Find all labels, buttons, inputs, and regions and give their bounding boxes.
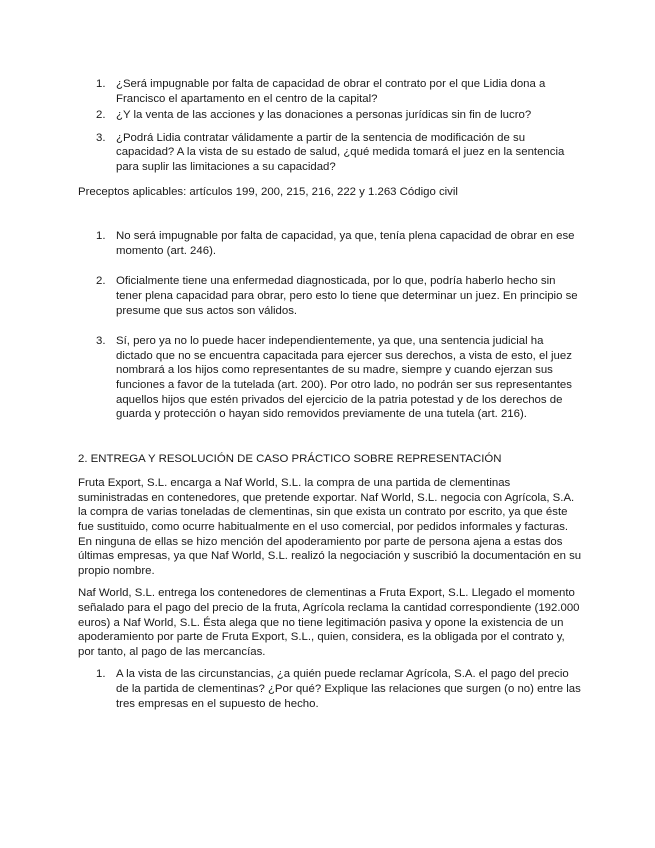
case-paragraph: Fruta Export, S.L. encarga a Naf World, S.L. la compra de una partida de clementinas suministradas en contenedores, que pretende exportar. Naf World, S.L. negocia con Agrícola, S.A. la compra de varias toneladas de clementinas, sin que exista un contrato por escrito, ya que éste fue sustituido, como ocurre habitualmente en el uso comercial, por pedidos informales y facturas. En ninguna de ellas se hizo mención del apoderamiento por parte de persona ajena a estas dos últimas empresas, ya que Naf World, S.L. realizó la negociación y suscribió la documentación en su propio nombre. — [78, 477, 582, 577]
applicable-articles: Preceptos aplicables: artículos 199, 200, 215, 216, 222 y 1.263 Código civil — [78, 185, 458, 198]
question-item — [78, 131, 582, 175]
question-list — [78, 77, 582, 175]
case-question-number: 1. — [96, 668, 106, 681]
document-page — [78, 77, 582, 711]
answer-text: Oficialmente tiene una enfermedad diagnosticada, por lo que, podría haberlo hecho sin tener plena capacidad para obrar, pero esto lo tiene que determinar un juez. En principio se presume que sus actos son válidos. — [116, 275, 578, 317]
question-item — [78, 108, 582, 123]
question-text: ¿Podrá Lidia contratar válidamente a partir de la sentencia de modificación de su capacidad? A la vista de su estado de salud, ¿qué medida tomará el juez en la sentencia para suplir las limitaciones a su capacidad? — [116, 131, 565, 173]
question-item — [78, 77, 582, 106]
case-question-list — [78, 667, 582, 711]
answer-number: 2. — [96, 275, 106, 288]
answer-item — [78, 274, 582, 318]
answer-text: No será impugnable por falta de capacidad, ya que, tenía plena capacidad de obrar en ese momento (art. 246). — [116, 230, 575, 257]
question-text: ¿Y la venta de las acciones y las donaciones a personas jurídicas sin fin de lucro? — [116, 109, 532, 122]
answer-item — [78, 334, 582, 422]
section-heading: 2. ENTREGA Y RESOLUCIÓN DE CASO PRÁCTICO SOBRE REPRESENTACIÓN — [78, 452, 502, 465]
case-question-text: A la vista de las circunstancias, ¿a quién puede reclamar Agrícola, S.A. el pago del precio de la partida de clementinas? ¿Por qué? Explique las relaciones que surgen (o no) entre las tres empresas en el supuesto de hecho. — [116, 668, 581, 710]
answer-text: Sí, pero ya no lo puede hacer independientemente, ya que, una sentencia judicial ha dictado que no se encuentra capacitada para ejercer sus derechos, a vista de esto, el juez nombrará a los hijos como representantes de su madre, siempre y cuando ejerzan sus funciones a favor de la tutelada (art. 200). Por otro lado, no podrán ser sus representantes aquellos hijos que estén privados del ejercicio de la patria potestad y de los derechos de guarda y protección o hayan sido removidos previamente de una tutela (art. 216). — [116, 335, 572, 421]
answer-number: 1. — [96, 230, 106, 243]
answer-list — [78, 229, 582, 422]
question-number: 1. — [96, 78, 106, 90]
answer-number: 3. — [96, 335, 106, 348]
question-number: 2. — [96, 109, 106, 122]
answer-item — [78, 229, 582, 258]
case-paragraph: Naf World, S.L. entrega los contenedores de clementinas a Fruta Export, S.L. Llegado el momento señalado para el pago del precio de la fruta, Agrícola reclama la cantidad correspondiente (192.000 euros) a Naf World, S.L. Ésta alega que no tiene legitimación pasiva y opone la existencia de un apoderamiento por parte de Fruta Export, S.L., quien, considera, es la obligada por el contrato y, por tanto, al pago de las mercancías. — [78, 587, 580, 658]
question-number: 3. — [96, 131, 106, 144]
case-question-item — [78, 667, 582, 711]
question-text: ¿Será impugnable por falta de capacidad de obrar el contrato por el que Lidia dona a Francisco el apartamento en el centro de la capital? — [116, 78, 546, 105]
